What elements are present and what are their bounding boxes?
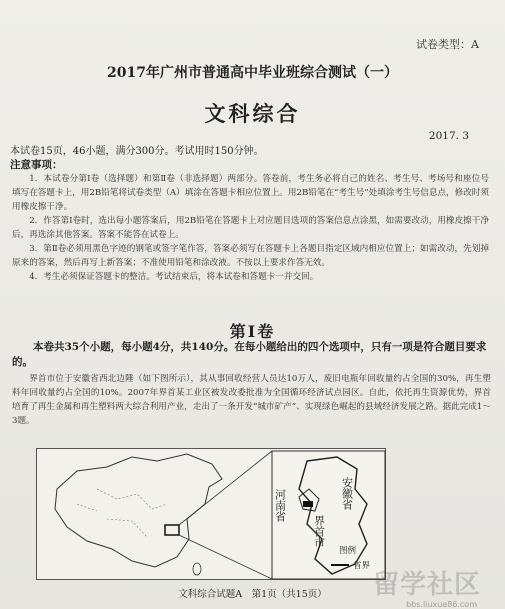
city-marker [303,501,313,507]
map-figure [37,449,387,581]
exam-intro: 本试卷15页，46小题，满分300分。考试用时150分钟。 [10,146,264,157]
notice-item: 4．考生必须保证答题卡的整洁。考试结束后，将本试卷和答题卡一并交回。 [29,272,319,282]
notice-list [12,172,489,284]
watermark-logo: 留学社区 [372,570,481,600]
legend-province-border: 省界 [353,561,371,571]
notice-heading: 注意事项： [10,159,63,171]
city-label: 界首市 [312,515,326,548]
paper-type-label: 试卷类型：A [416,38,479,51]
page-footer: 文科综合试题A 第1页（共15页） [178,589,327,600]
question-passage: 界首市位于安徽省西北边陲（如下图所示），其从事回收经营人员达10万人，废旧电瓶年回收量约占全国的30%，再生塑料年回收量约占全国的10%。2007年界首某工业区被发改委批准为全国循环经济试点园区。自此，依托再生资源优势，界首培育了再生金属和再生塑料两大综合利用产业，走出了一条开发“城市矿产”、实现绿色崛起的县域经济发展之路。据此完成1～3题。 [12,374,491,426]
legend-title: 图例 [339,546,357,556]
notice-item: 1．本试卷分第Ⅰ卷（选择题）和第Ⅱ卷（非选择题）两部分。答卷前，考生务必将自己的姓名、考生号、考场号和座位号填写在答题卡上，用2B铅笔将试卷类型（A）填涂在答题卡相应位置上。用2B铅笔在“考生号”处填涂考生号信息点，修改时须用橡皮擦干净。 [12,174,489,212]
neighbor-province-label: 河南省 [273,489,287,522]
section-title: 第Ⅰ卷 [229,322,276,341]
location-map [36,448,386,580]
notice-item: 2．作答第Ⅰ卷时，选出每小题答案后，用2B铅笔在答题卡上对应题目选项的答案信息点涂黑，如需要改动，用橡皮擦干净后，再选涂其他答案。答案不能答在试卷上。 [12,216,489,240]
exam-title: 2017年广州市普通高中毕业班综合测试（一） [107,65,398,81]
inset-map-frame [272,451,385,579]
highlight-box [165,525,179,535]
exam-date: 2017. 3 [428,130,469,142]
subject-title: 文科综合 [204,101,301,126]
watermark-url: bbs.liuxue86.com [406,600,477,609]
section-instruction: 本卷共35个小题，每小题4分，共140分。在每小题给出的四个选项中，只有一项是符合题目要求的。 [12,341,487,368]
notice-item: 3．第Ⅱ卷必须用黑色字迹的钢笔或签字笔作答，答案必须写在答题卡上各题目指定区域内相应位置上；如需改动，先划掉原来的答案，然后再写上新答案；不准使用铅笔和涂改液。不按以上要求作答无效。 [12,244,489,268]
province-label: 安徽省 [340,477,354,510]
